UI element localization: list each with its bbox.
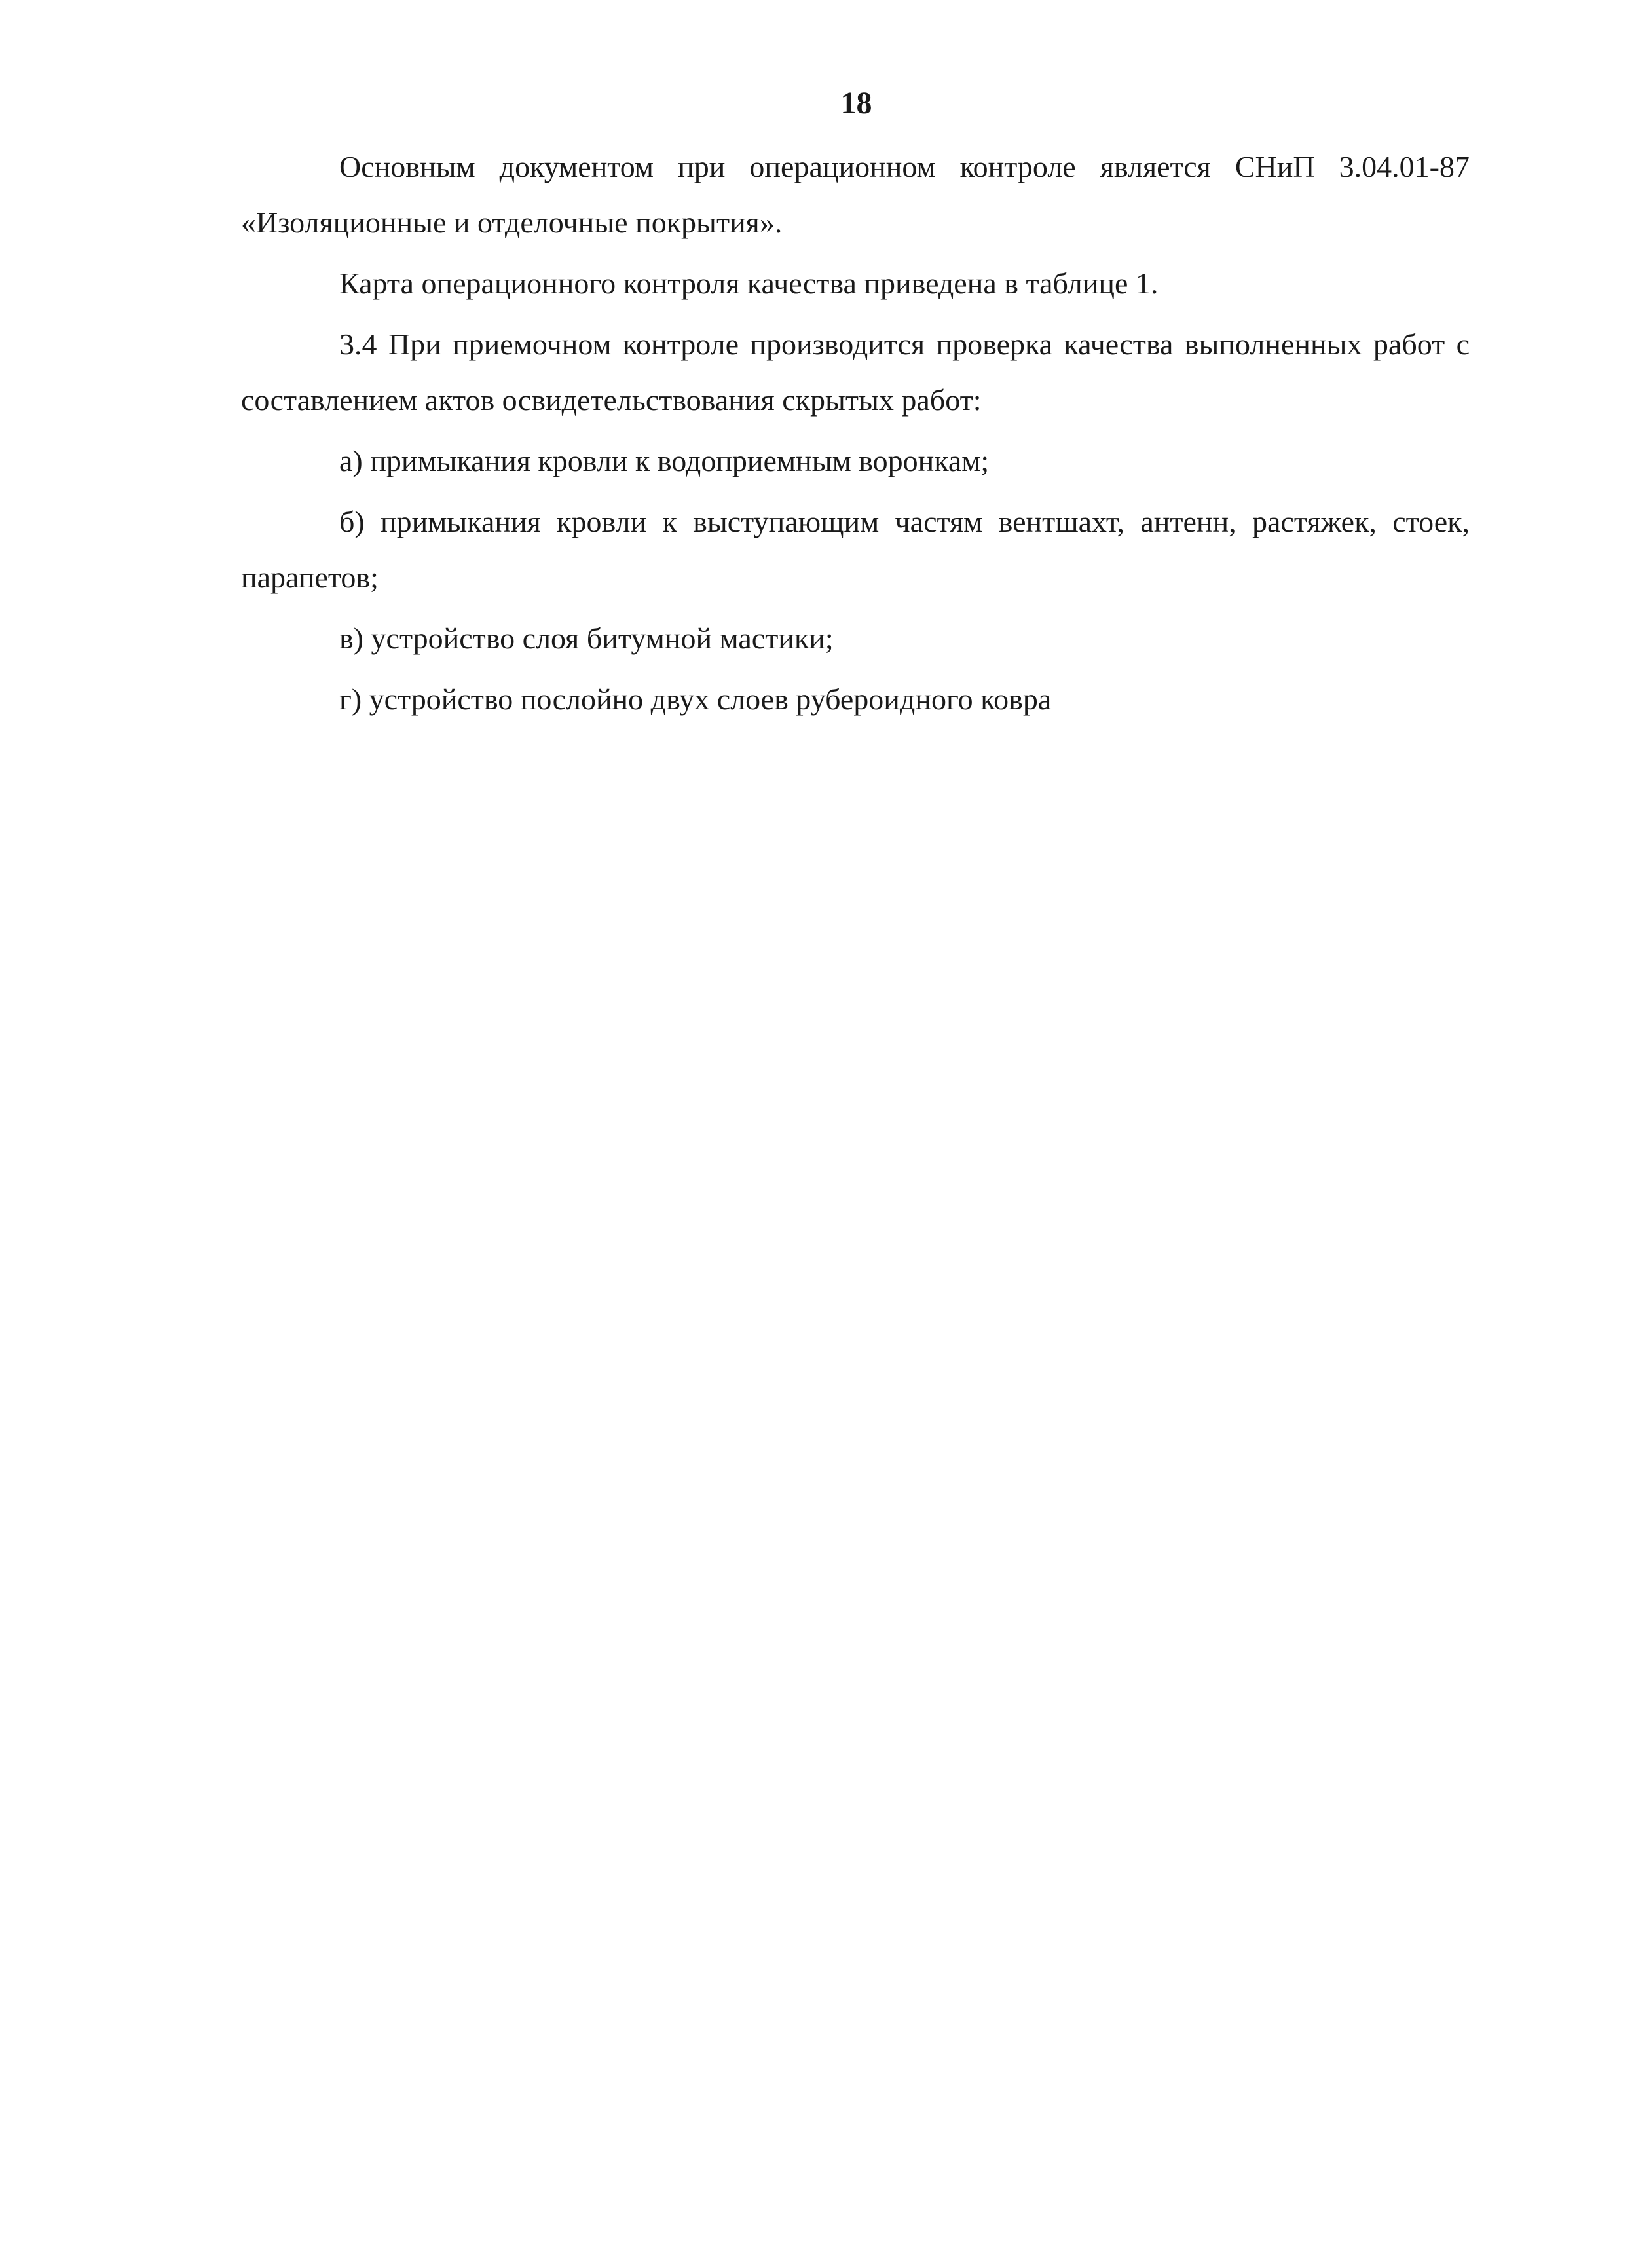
list-item-a: а) примыкания кровли к водоприемным воронкам; bbox=[339, 444, 990, 477]
list-item-b: б) примыкания кровли к выступающим частям вентшахт, антенн, растяжек, стоек, парапетов; bbox=[241, 505, 1470, 594]
paragraph-main-document: Основным документом при операционном контроле является СНиП 3.04.01-87 «Изоляционные и отделочные покрытия». bbox=[241, 150, 1470, 239]
paragraph-control-map: Карта операционного контроля качества приведена в таблице 1. bbox=[339, 267, 1159, 300]
list-item-g: г) устройство послойно двух слоев рубероидного ковра bbox=[339, 682, 1052, 716]
page-number: 18 bbox=[840, 86, 872, 121]
document-body bbox=[241, 139, 1470, 727]
paragraph-acceptance-control: 3.4 При приемочном контроле производится проверка качества выполненных работ с составлением актов освидетельствования скрытых работ: bbox=[241, 327, 1470, 417]
list-item-v: в) устройство слоя битумной мастики; bbox=[339, 622, 834, 655]
